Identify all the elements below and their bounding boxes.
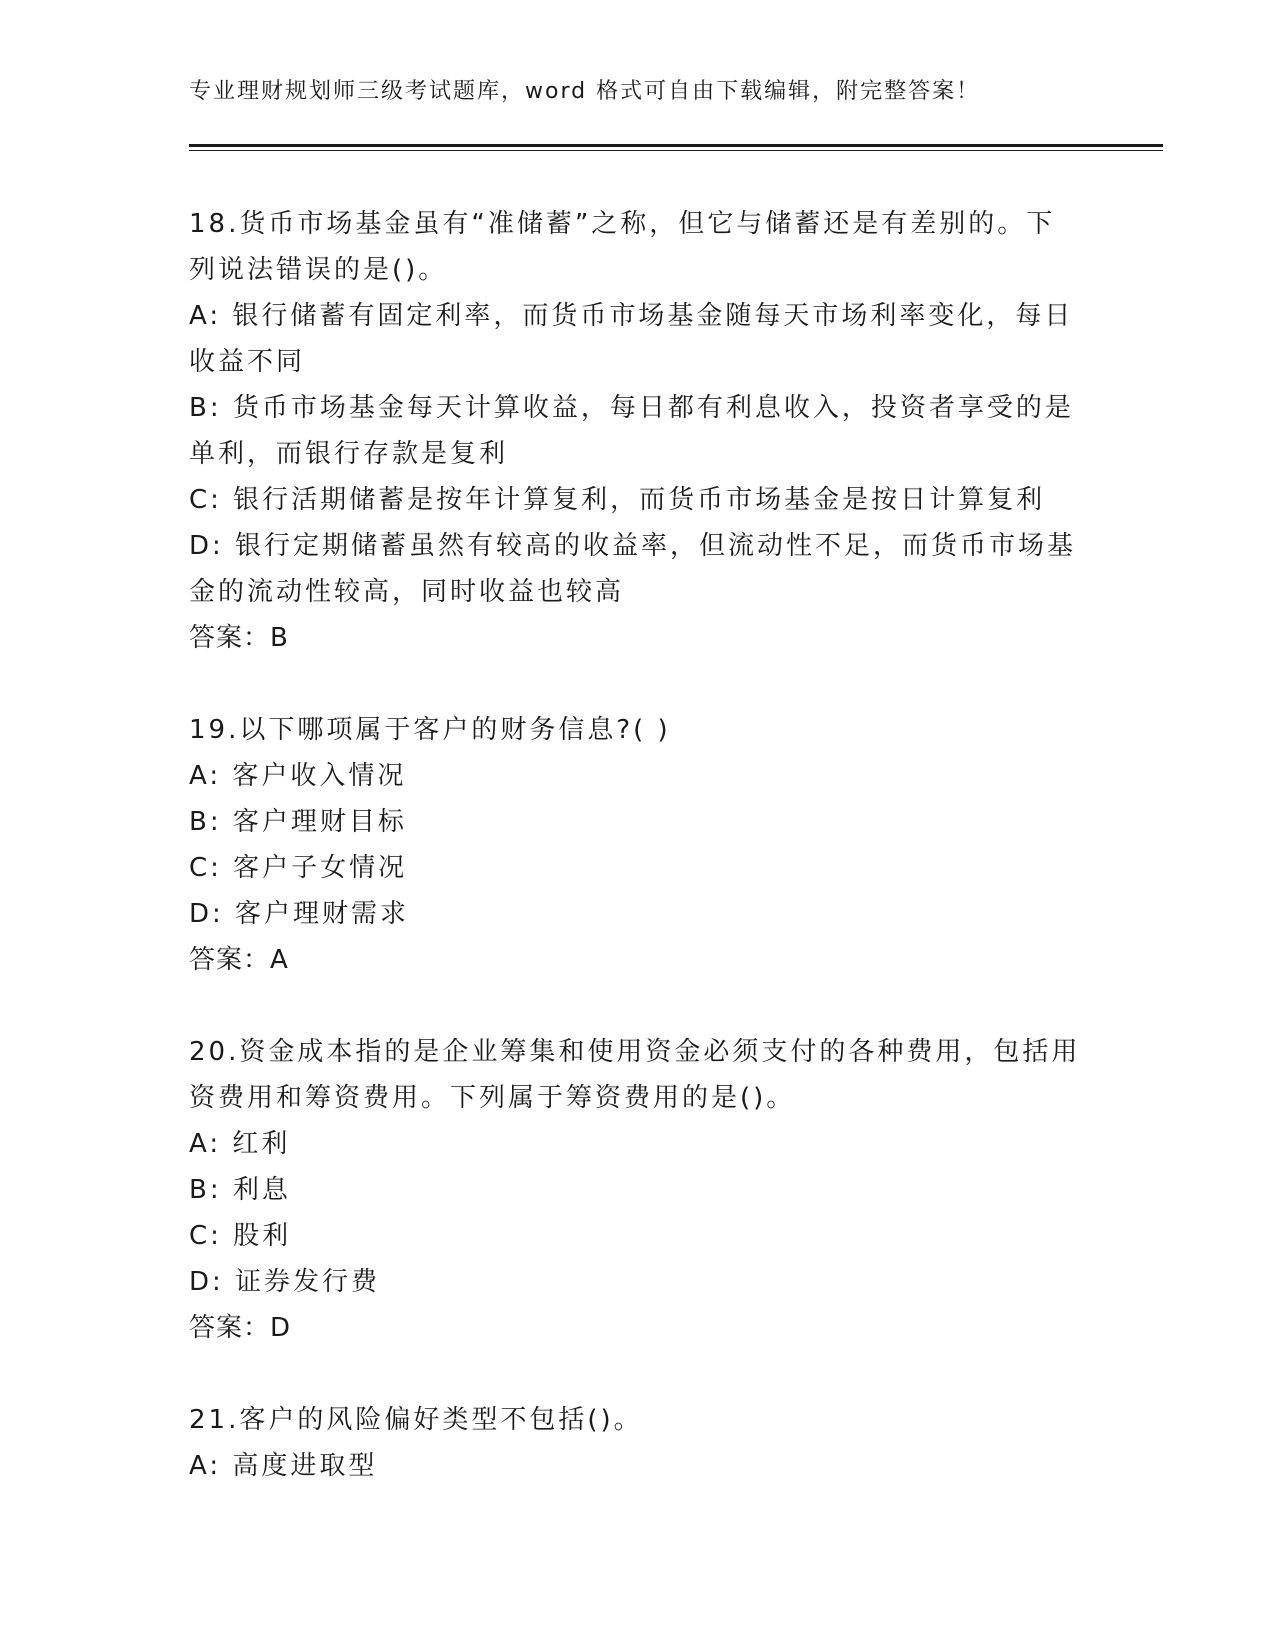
option-line: C: 客户子女情况	[189, 853, 408, 883]
answer-line: 答案：A	[189, 945, 289, 975]
question-block	[189, 707, 1089, 983]
option-line: A: 客户收入情况	[189, 761, 407, 791]
answer-line: 答案：D	[189, 1313, 292, 1343]
answer-line: 答案：B	[189, 623, 289, 653]
question-stem-line: 资费用和筹资费用。下列属于筹资费用的是()。	[189, 1083, 796, 1113]
page-header: 专业理财规划师三级考试题库，word 格式可自由下载编辑，附完整答案！	[189, 79, 981, 104]
question-block	[189, 1397, 1089, 1489]
header-divider-thick	[189, 144, 1163, 147]
question-block	[189, 1029, 1089, 1351]
option-line: 金的流动性较高，同时收益也较高	[189, 577, 625, 607]
question-stem-line: 19.以下哪项属于客户的财务信息?( )	[189, 715, 671, 745]
option-line: C: 银行活期储蓄是按年计算复利，而货币市场基金是按日计算复利	[189, 485, 1046, 515]
question-list	[189, 201, 1089, 1535]
option-line: D: 客户理财需求	[189, 899, 410, 929]
question-stem-line: 列说法错误的是()。	[189, 255, 448, 285]
option-line: D: 证券发行费	[189, 1267, 381, 1297]
option-line: 单利，而银行存款是复利	[189, 439, 509, 469]
option-line: D: 银行定期储蓄虽然有较高的收益率，但流动性不足，而货币市场基	[189, 531, 1077, 561]
question-stem-line: 21.客户的风险偏好类型不包括()。	[189, 1405, 643, 1435]
question-block	[189, 201, 1089, 661]
option-line: C: 股利	[189, 1221, 292, 1251]
option-line: B: 货币市场基金每天计算收益，每日都有利息收入，投资者享受的是	[189, 393, 1074, 423]
option-line: 收益不同	[189, 347, 306, 377]
option-line: A: 高度进取型	[189, 1451, 378, 1481]
option-line: B: 客户理财目标	[189, 807, 407, 837]
option-line: A: 银行储蓄有固定利率，而货币市场基金随每天市场利率变化，每日	[189, 301, 1074, 331]
question-stem-line: 20.资金成本指的是企业筹集和使用资金必须支付的各种费用，包括用	[189, 1037, 1081, 1067]
header-divider-thin	[189, 150, 1163, 151]
question-stem-line: 18.货币市场基金虽有“准储蓄”之称，但它与储蓄还是有差别的。下	[189, 209, 1056, 239]
option-line: B: 利息	[189, 1175, 291, 1205]
header-divider	[189, 144, 1163, 152]
option-line: A: 红利	[189, 1129, 291, 1159]
